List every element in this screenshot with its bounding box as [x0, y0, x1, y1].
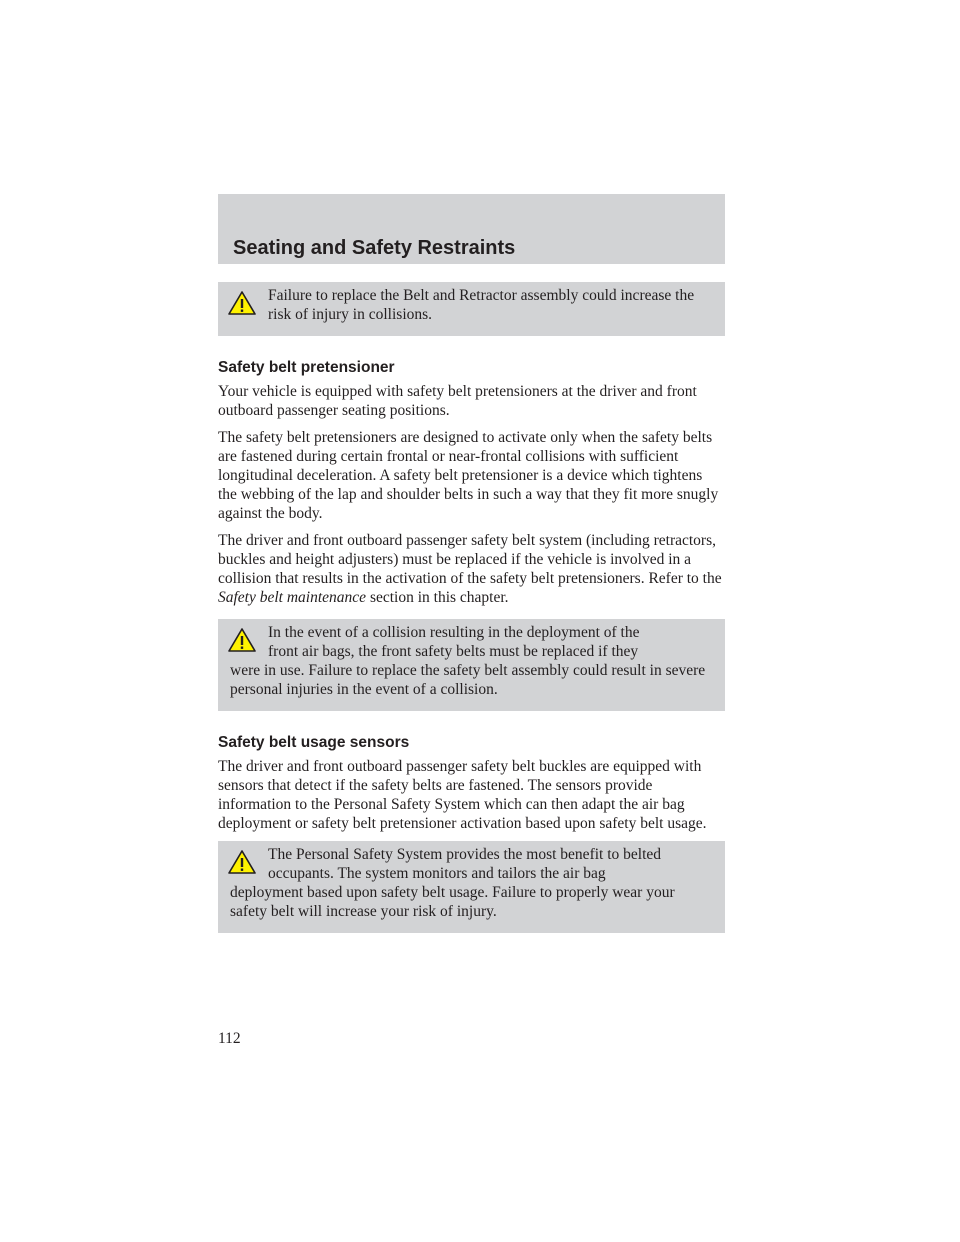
paragraph: The safety belt pretensioners are designed to activate only when the safety belts are fastened during certain frontal or near-frontal collisions with sufficient longitudinal deceleration. A safety belt pretensioner is a device which tightens the webbing of the lap and shoulder belts in such a way that they fit more snugly against the body.: [218, 429, 719, 522]
paragraph: [218, 531, 725, 607]
page-title: Seating and Safety Restraints: [233, 237, 516, 259]
warning-text-line: occupants. The system monitors and tailors the air bag: [268, 865, 606, 882]
warning-text: Failure to replace the Belt and Retractor assembly could increase the risk of injury in collisions.: [268, 287, 695, 323]
warning-box-air-bag-deployment: [218, 619, 725, 711]
warning-text-line: front air bags, the front safety belts must be replaced if they: [268, 643, 639, 660]
warning-text: were in use. Failure to replace the safety belt assembly could result in severe personal injuries in the event of a collision.: [230, 662, 706, 698]
cross-reference-link[interactable]: Safety belt maintenance: [218, 589, 367, 606]
warning-text: deployment based upon safety belt usage. Failure to properly wear your safety belt will increase your risk of injury.: [230, 884, 675, 920]
warning-triangle-icon: [227, 290, 257, 316]
section-heading-pretensioner: Safety belt pretensioner: [218, 359, 395, 376]
page-number: 112: [218, 1030, 241, 1047]
warning-text-line: In the event of a collision resulting in the deployment of the: [268, 624, 640, 641]
warning-text-line: The Personal Safety System provides the most benefit to belted: [268, 846, 662, 863]
warning-box-belt-retractor: [218, 282, 725, 336]
warning-triangle-icon: [227, 627, 257, 653]
paragraph-text: The driver and front outboard passenger safety belt system (including retractors, buckles and height adjusters) must be replaced if the vehicle is involved in a collision that results in the activation of the safety belt pretensioners. Refer to the: [218, 532, 722, 587]
page-content: [218, 282, 725, 933]
paragraph: Your vehicle is equipped with safety belt pretensioners at the driver and front outboard passenger seating positions.: [218, 383, 697, 419]
section-heading-usage-sensors: Safety belt usage sensors: [218, 734, 410, 751]
warning-box-personal-safety-system: [218, 841, 725, 933]
warning-triangle-icon: [227, 849, 257, 875]
paragraph-text: section in this chapter.: [366, 589, 509, 606]
paragraph: The driver and front outboard passenger safety belt buckles are equipped with sensors that detect if the safety belts are fastened. The sensors provide information to the Personal Safety System which can then adapt the air bag deployment or safety belt pretensioner activation based upon safety belt usage.: [218, 758, 707, 832]
